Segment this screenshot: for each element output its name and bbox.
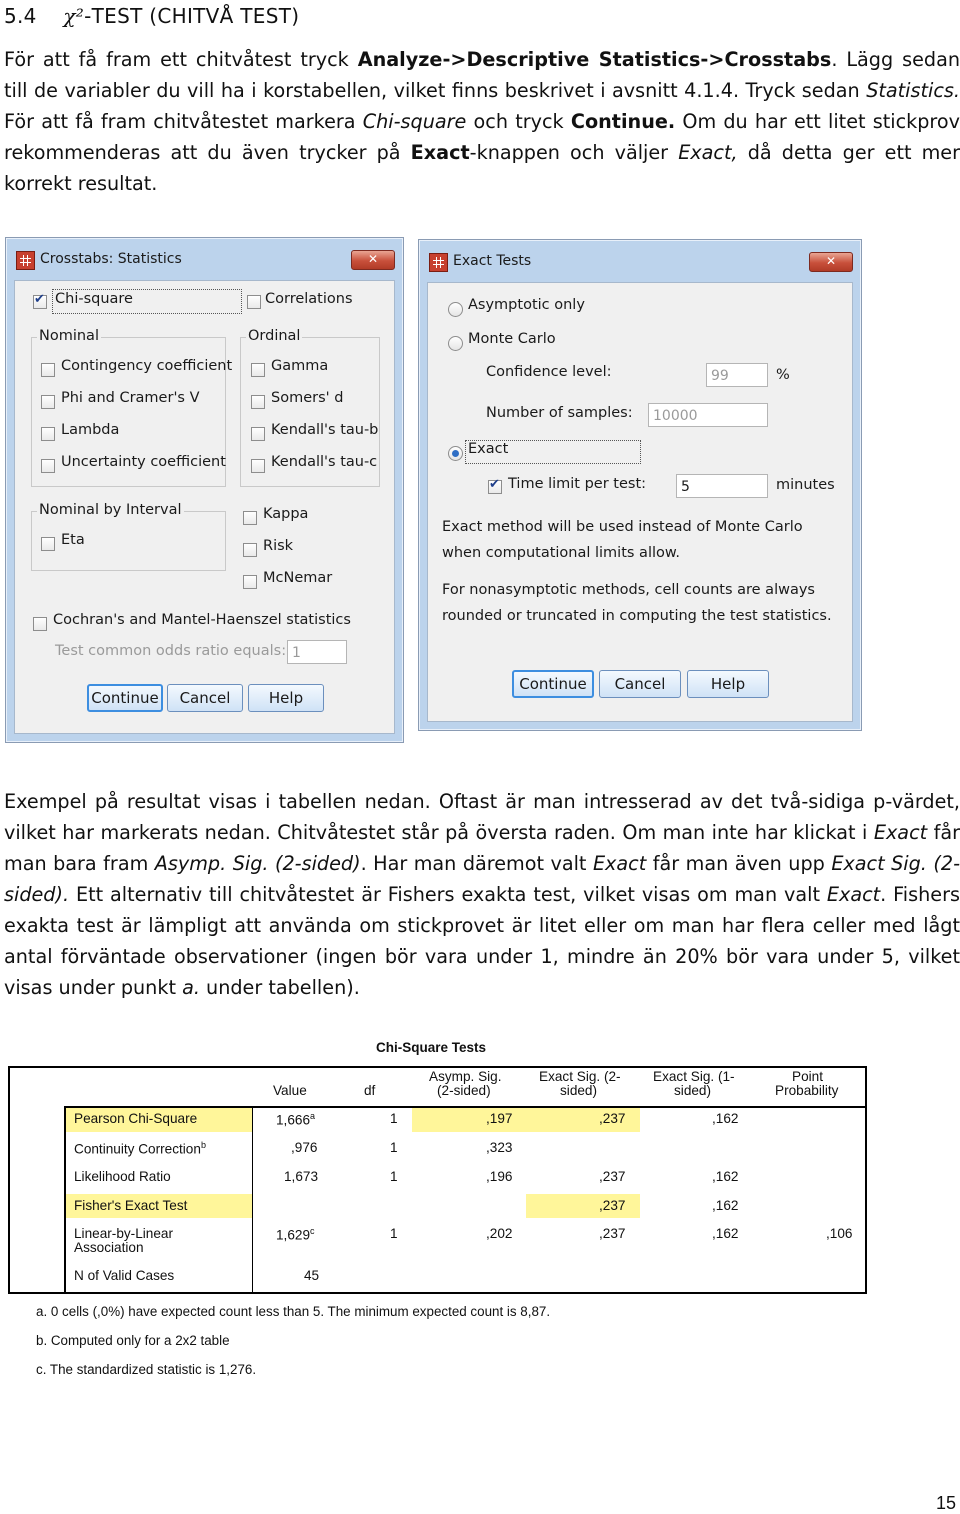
row-fisher-exact2: ,237 [599,1198,626,1213]
lambda-label: Lambda [61,422,120,438]
note-exact-line2: when computational limits allow. [442,545,681,561]
section-title: -TEST (CHITVÅ TEST) [84,4,300,28]
row-likelihood-asymp: ,196 [486,1169,513,1184]
ordinal-group-label: Ordinal [248,328,301,344]
row-linear-point: ,106 [826,1226,853,1241]
row-continuity-footnote: b [200,1140,206,1150]
row-linear-asymp: ,202 [486,1226,513,1241]
asymptotic-radio[interactable] [448,302,463,317]
correlations-label: Correlations [265,291,353,307]
crosstabs-statistics-dialog [5,237,404,743]
row-continuity-label [74,1140,206,1157]
row-continuity-name: Continuity Correction [74,1141,201,1157]
intro-text-4: och tryck [466,110,571,133]
exact-radio[interactable] [448,446,463,461]
somers-checkbox[interactable] [251,395,265,409]
risk-checkbox[interactable] [243,543,257,557]
body-text-3: . Har man däremot valt [360,852,593,875]
body-exact-sig: Exact Sig. (2-sided). [4,852,960,906]
gamma-checkbox[interactable] [251,363,265,377]
samples-label: Number of samples: [486,405,633,421]
lambda-checkbox[interactable] [41,427,55,441]
confidence-label: Confidence level: [486,364,612,380]
close-button[interactable]: ✕ [809,252,853,272]
dialog-title: Crosstabs: Statistics [40,251,182,267]
intro-exact: Exact, [678,141,738,164]
kendall-b-label: Kendall's tau-b [271,422,379,438]
intro-text-2: . Lägg sedan till de variabler du vill ha i korstabellen, vilket finns beskrivet i avsnitt 4.1.4. Tryck sedan [4,48,960,102]
mcnemar-checkbox[interactable] [243,575,257,589]
footnote-b: b. Computed only for a 2x2 table [36,1333,230,1348]
confidence-input[interactable]: 99 [706,363,768,387]
phi-cramer-label: Phi and Cramer's V [61,390,200,406]
kappa-checkbox[interactable] [243,511,257,525]
page-number: 15 [935,1493,956,1513]
dialog-client-area [14,280,395,734]
header-asymp-1: Asymp. Sig. [429,1069,502,1084]
cmh-label: Cochran's and Mantel-Haenszel statistics [53,612,351,628]
cancel-button[interactable]: Cancel [167,684,243,712]
row-likelihood-label: Likelihood Ratio [74,1169,171,1184]
row-pearson-df: 1 [390,1111,398,1126]
body-text-4: får man även upp [646,852,832,875]
dialog-titlebar [425,246,855,276]
contingency-label: Contingency coefficient [61,358,233,374]
table-caption: Chi-Square Tests [376,1040,487,1055]
note-rounding-line1: For nonasymptotic methods, cell counts are always [442,582,815,598]
body-paragraph [4,786,960,1003]
row-pearson-value [276,1111,315,1128]
help-button[interactable]: Help [687,670,769,698]
body-exact-3: Exact [826,883,881,906]
intro-continue: Continue. [570,110,676,133]
odds-ratio-label: Test common odds ratio equals: [55,643,287,659]
row-fisher-label: Fisher's Exact Test [74,1198,188,1213]
intro-text-5: Om du har ett litet stickprov rekommenderas att du även trycker på [4,110,960,164]
interval-group-label: Nominal by Interval [39,502,182,518]
cmh-checkbox[interactable] [33,617,47,631]
gamma-label: Gamma [271,358,329,374]
intro-text-1: För att få fram ett chitvåtest tryck [4,48,358,71]
body-point-a: a. [182,976,200,999]
note-rounding-line2: rounded or truncated in computing the test statistics. [442,608,832,624]
mcnemar-label: McNemar [263,570,333,586]
exact-label: Exact [468,441,509,457]
body-asymp-sig: Asymp. Sig. (2-sided) [154,852,361,875]
eta-checkbox[interactable] [41,537,55,551]
kendall-c-checkbox[interactable] [251,459,265,473]
samples-input[interactable]: 10000 [648,403,768,427]
time-limit-checkbox[interactable] [488,480,502,494]
intro-text-6: -knappen och väljer [469,141,679,164]
asymptotic-label: Asymptotic only [468,297,585,313]
close-button[interactable]: ✕ [351,250,395,270]
row-pearson-footnote: a [310,1111,316,1121]
body-text-7: under tabellen). [199,976,360,999]
chi-symbol: χ² [63,4,85,28]
intro-chi-square: Chi-square [362,110,467,133]
intro-statistics: Statistics. [866,79,960,102]
body-text-5: Ett alternativ till chitvåtestet är Fishers exakta test, vilket visas om man valt [69,883,827,906]
continue-button[interactable]: Continue [512,670,594,698]
header-df: df [364,1083,376,1098]
time-limit-input[interactable]: 5 [676,474,768,498]
row-linear-label: Linear-by-Linear [74,1226,173,1241]
body-exact-1: Exact [873,821,928,844]
body-text-1: Exempel på resultat visas i tabellen nedan. Oftast är man intresserad av det två-sidiga p-värdet, vilket har markerats nedan. Chitvåtestet står på översta raden. Om man inte har klickat i [4,790,960,844]
row-linear-footnote: c [310,1226,315,1236]
intro-text-3: För att få fram chitvåtestet markera [4,110,363,133]
row-pearson-exact2: ,237 [599,1111,626,1126]
value-rule [252,1108,253,1292]
row-pearson-label: Pearson Chi-Square [74,1111,198,1126]
row-pearson-asymp: ,197 [486,1111,513,1126]
header-point-2: Probability [775,1083,839,1098]
intro-paragraph [4,44,960,199]
header-exact1-2: sided) [674,1083,712,1098]
footnote-a: a. 0 cells (,0%) have expected count less than 5. The minimum expected count is 8,87. [36,1304,551,1319]
eta-label: Eta [61,532,85,548]
section-heading [4,4,299,28]
row-likelihood-exact1: ,162 [712,1169,739,1184]
row-linear-df: 1 [390,1226,398,1241]
row-linear-exact1: ,162 [712,1226,739,1241]
header-asymp-2: (2-sided) [437,1083,491,1098]
footnote-c: c. The standardized statistic is 1,276. [36,1362,257,1377]
row-likelihood-exact2: ,237 [599,1169,626,1184]
header-exact2-2: sided) [560,1083,598,1098]
row-n-label: N of Valid Cases [74,1268,175,1283]
row-linear-exact2: ,237 [599,1226,626,1241]
row-pearson-value-text: 1,666 [276,1112,311,1128]
monte-carlo-label: Monte Carlo [468,331,556,347]
intro-menu-path: Analyze->Descriptive Statistics->Crosstabs [357,48,832,71]
row-likelihood-df: 1 [390,1169,398,1184]
header-exact2-1: Exact Sig. (2- [539,1069,621,1084]
somers-label: Somers' d [271,390,344,406]
risk-label: Risk [263,538,294,554]
row-continuity-value: ,976 [291,1140,318,1155]
help-button[interactable]: Help [248,684,324,712]
exact-tests-dialog [418,239,862,731]
row-n-value: 45 [304,1268,320,1283]
intro-text-7: då detta ger ett mer korrekt resultat. [4,141,960,195]
dialog-title: Exact Tests [453,253,532,269]
row-fisher-exact1: ,162 [712,1198,739,1213]
spss-app-icon [16,251,35,270]
time-limit-label: Time limit per test: [508,476,647,492]
continue-button[interactable]: Continue [87,684,163,712]
percent-label: % [776,367,790,383]
header-value: Value [273,1083,307,1098]
monte-carlo-radio[interactable] [448,336,463,351]
phi-cramer-checkbox[interactable] [41,395,55,409]
row-linear-value-text: 1,629 [276,1227,311,1243]
uncertainty-label: Uncertainty coefficient [61,454,226,470]
cancel-button[interactable]: Cancel [599,670,681,698]
row-continuity-asymp: ,323 [486,1140,513,1155]
header-exact1-1: Exact Sig. (1- [653,1069,735,1084]
dialog-titlebar [12,244,397,274]
row-pearson-exact1: ,162 [712,1111,739,1126]
section-number: 5.4 [4,4,37,28]
kappa-label: Kappa [263,506,309,522]
nominal-group-label: Nominal [39,328,99,344]
chi-square-label: Chi-square [55,291,133,307]
odds-ratio-input[interactable]: 1 [287,640,347,664]
body-text-2: får man bara fram [4,821,960,875]
minutes-label: minutes [776,477,835,493]
row-likelihood-value: 1,673 [284,1169,319,1184]
contingency-checkbox[interactable] [41,363,55,377]
spss-app-icon [429,253,448,272]
note-exact-line1: Exact method will be used instead of Monte Carlo [442,519,803,535]
intro-exact-button: Exact [410,141,470,164]
row-linear-label-2: Association [74,1240,144,1255]
kendall-b-checkbox[interactable] [251,427,265,441]
body-exact-2: Exact [592,852,647,875]
kendall-c-label: Kendall's tau-c [271,454,378,470]
row-linear-value [276,1226,315,1243]
chi-square-checkbox[interactable] [33,295,47,309]
dialog-client-area [427,282,853,722]
header-point-1: Point [792,1069,823,1084]
body-text-6: . Fishers exakta test är lämpligt att använda om stickprovet är litet eller om man har flera celler med lågt antal förväntade observationer (ingen bör vara under 1, mindre än 20% bör vara under 5, vilket visas under punkt [4,883,960,999]
row-continuity-df: 1 [390,1140,398,1155]
uncertainty-checkbox[interactable] [41,459,55,473]
correlations-checkbox[interactable] [247,295,261,309]
